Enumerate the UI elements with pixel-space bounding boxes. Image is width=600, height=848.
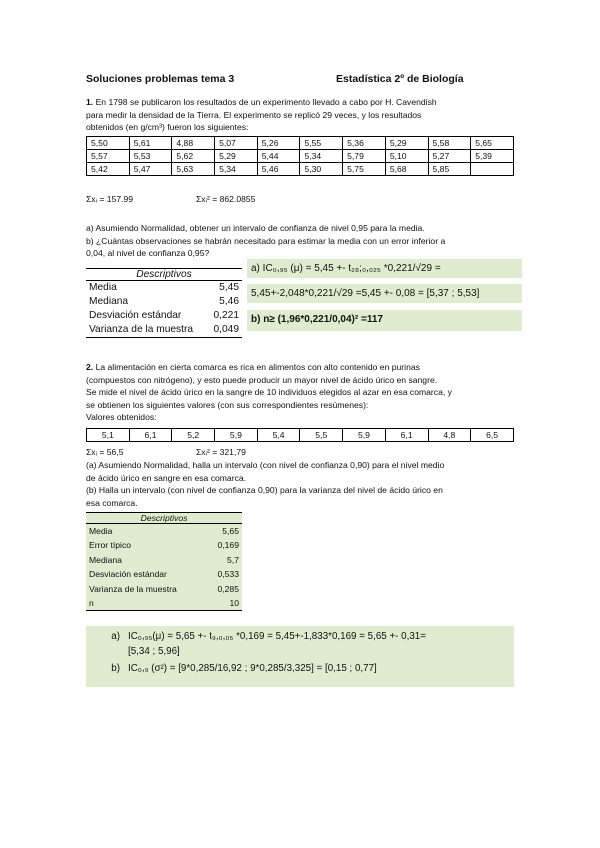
table-cell: 6,1 bbox=[385, 429, 428, 442]
descriptive-label: Error típico bbox=[89, 540, 132, 551]
problem-1-question-b-line-2: 0,04, al nivel de confianza 0,95? bbox=[86, 248, 210, 259]
problem-2-line-4: se obtienen los siguientes valores (con sus correspondientes resúmenes): bbox=[86, 399, 369, 410]
table-cell: 5,1 bbox=[87, 429, 130, 442]
descriptive-label: n bbox=[89, 597, 94, 608]
problem-2-sum-x: Σxᵢ = 56,5 bbox=[86, 447, 124, 457]
descriptive-value: 5,65 bbox=[222, 526, 239, 536]
problem-1-statement bbox=[86, 96, 514, 134]
table-row bbox=[87, 137, 514, 150]
answer-a-result-text: 5,45+-2,048*0,221/√29 =5,45 +- 0,08 = [5,37 ; 5,53] bbox=[251, 288, 480, 299]
descriptive-row bbox=[86, 281, 242, 295]
table-cell: 5,26 bbox=[257, 137, 300, 150]
problem-1-sum-x2: Σxᵢ² = 862.0855 bbox=[196, 194, 256, 204]
descriptive-value: 5,7 bbox=[227, 554, 239, 565]
problem-2-data-table bbox=[86, 428, 514, 442]
table-row bbox=[87, 429, 514, 442]
problem-2-answer-b bbox=[86, 661, 514, 676]
answer-a-text: IC₀,₉₅(μ) = 5,65 +- t₉,₀,₀₅ *0,169 = 5,45+-1,833*0,169 = 5,65 +- 0,31= bbox=[128, 631, 426, 642]
table-cell: 5,34 bbox=[215, 163, 258, 176]
descriptive-label: Desviación estándar bbox=[89, 310, 182, 321]
descriptive-value: 0,049 bbox=[213, 324, 239, 335]
problem-1-sum-x: Σxᵢ = 157.99 bbox=[86, 194, 134, 204]
descriptive-value: 5,45 bbox=[219, 282, 239, 293]
table-cell: 5,5 bbox=[300, 429, 343, 442]
header-right: Estadística 2º de Biología bbox=[336, 73, 464, 85]
table-cell: 5,58 bbox=[428, 137, 471, 150]
table-cell: 5,47 bbox=[129, 163, 172, 176]
table-cell: 5,29 bbox=[385, 137, 428, 150]
answer-a-text: a) IC₀,₉₅ (μ) = 5,45 +- t₂₈;₀,₀₂₅ *0,221/√29 = bbox=[251, 263, 441, 274]
table-cell: 5,10 bbox=[385, 150, 428, 163]
table-cell: 5,68 bbox=[385, 163, 428, 176]
table-cell: 5,30 bbox=[300, 163, 343, 176]
answer-b-text: b) n≥ (1,96*0,221/0,04)² =117 bbox=[251, 314, 383, 325]
descriptive-value: 10 bbox=[229, 597, 239, 608]
descriptive-value: 0,533 bbox=[217, 569, 239, 580]
problem-2-values-label: Valores obtenidos: bbox=[86, 412, 157, 423]
descriptive-value: 0,221 bbox=[213, 310, 239, 321]
problem-2-answer-a bbox=[86, 629, 514, 644]
problem-1-answer-a-result bbox=[247, 284, 522, 303]
problem-2-line-1: La alimentación en cierta comarca es rica en alimentos con alto contenido en purinas bbox=[95, 362, 420, 372]
problem-2-question-b-line-2: esa comarca. bbox=[86, 497, 138, 508]
descriptive-label: Mediana bbox=[89, 554, 122, 565]
table-cell: 6,1 bbox=[129, 429, 172, 442]
table-cell: 5,34 bbox=[300, 150, 343, 163]
table-cell: 5,85 bbox=[428, 163, 471, 176]
table-cell: 5,2 bbox=[172, 429, 215, 442]
descriptive-row bbox=[86, 538, 242, 552]
descriptive-value: 0,285 bbox=[217, 583, 239, 594]
problem-2-questions bbox=[86, 459, 516, 509]
table-cell: 5,27 bbox=[428, 150, 471, 163]
problem-1-number: 1. bbox=[86, 97, 94, 107]
problem-1-descriptives bbox=[86, 268, 242, 338]
problem-2-question-b-line-1: (b) Halla un intervalo (con nivel de confianza 0,90) para la varianza del nivel de ácido úrico en bbox=[86, 485, 443, 496]
answer-a-result: [5,34 ; 5,96] bbox=[128, 646, 180, 657]
answer-a-prefix: a) bbox=[111, 631, 120, 642]
problem-2-answers bbox=[86, 626, 514, 687]
problem-1-answer-a bbox=[247, 259, 522, 278]
descriptive-row bbox=[86, 553, 242, 567]
problem-1-line-2: para medir la densidad de la Tierra. El experimento se replicó 29 veces, y los resultados bbox=[86, 109, 422, 120]
problem-2-statement bbox=[86, 361, 514, 424]
problem-1-line-1: En 1798 se publicaron los resultados de un experimento llevado a cabo por H. Cavendish bbox=[95, 97, 437, 107]
table-cell: 5,50 bbox=[87, 137, 130, 150]
table-cell: 5,44 bbox=[257, 150, 300, 163]
table-cell: 5,53 bbox=[129, 150, 172, 163]
table-cell: 5,42 bbox=[87, 163, 130, 176]
descriptive-value: 0,169 bbox=[217, 540, 239, 551]
table-cell: 4,8 bbox=[428, 429, 471, 442]
problem-1-answer-b bbox=[247, 310, 522, 331]
table-cell: 5,4 bbox=[257, 429, 300, 442]
descriptive-label: Media bbox=[89, 526, 113, 536]
descriptive-row bbox=[86, 567, 242, 581]
descriptive-value: 5,46 bbox=[219, 296, 239, 307]
answer-b-prefix: b) bbox=[111, 663, 120, 674]
descriptive-row bbox=[86, 295, 242, 309]
table-cell: 5,75 bbox=[343, 163, 386, 176]
descriptive-label: Mediana bbox=[89, 296, 129, 307]
header-left: Soluciones problemas tema 3 bbox=[86, 73, 235, 85]
problem-2-number: 2. bbox=[86, 362, 94, 372]
table-cell: 5,61 bbox=[129, 137, 172, 150]
problem-1-line-3: obtenidos (en g/cm³) fueron los siguientes: bbox=[86, 122, 249, 133]
problem-2-question-a-line-1: (a) Asumiendo Normalidad, halla un intervalo (con nivel de confianza 0,90) para el nivel medio bbox=[86, 460, 445, 470]
descriptive-row bbox=[86, 323, 242, 338]
descriptive-row bbox=[86, 309, 242, 323]
problem-2-descriptives bbox=[86, 512, 242, 611]
table-cell: 5,07 bbox=[215, 137, 258, 150]
table-cell: 5,9 bbox=[215, 429, 258, 442]
table-row bbox=[87, 163, 514, 176]
table-cell: 5,55 bbox=[300, 137, 343, 150]
table-cell: 5,9 bbox=[343, 429, 386, 442]
table-cell: 4,88 bbox=[172, 137, 215, 150]
table-cell bbox=[471, 163, 514, 176]
table-cell: 5,79 bbox=[343, 150, 386, 163]
descriptive-label: Varianza de la muestra bbox=[89, 324, 194, 335]
table-cell: 5,46 bbox=[257, 163, 300, 176]
table-cell: 6,5 bbox=[471, 429, 514, 442]
table-cell: 5,57 bbox=[87, 150, 130, 163]
descriptive-label: Media bbox=[89, 282, 117, 293]
problem-1-question-a: a) Asumiendo Normalidad, obtener un intervalo de confianza de nivel 0,95 para la media. bbox=[86, 223, 425, 233]
descriptive-row bbox=[86, 524, 242, 538]
table-cell: 5,65 bbox=[471, 137, 514, 150]
descriptive-label: Varianza de la muestra bbox=[89, 583, 177, 594]
table-cell: 5,39 bbox=[471, 150, 514, 163]
problem-2-line-3: Se mide el nivel de ácido úrico en la sangre de 10 individuos elegidos al azar en esa comarca, y bbox=[86, 387, 452, 398]
problem-1-data-table bbox=[86, 136, 514, 176]
descriptive-row bbox=[86, 582, 242, 596]
problem-1-question-b-line-1: b) ¿Cuántas observaciones se habrán necesitado para estimar la media con un error inferior a bbox=[86, 235, 446, 246]
table-row bbox=[87, 150, 514, 163]
problem-2-question-a-line-2: de ácido úrico en sangre en esa comarca. bbox=[86, 472, 247, 483]
problem-1-questions bbox=[86, 222, 516, 260]
descriptive-row bbox=[86, 596, 242, 611]
table-cell: 5,63 bbox=[172, 163, 215, 176]
table-cell: 5,62 bbox=[172, 150, 215, 163]
answer-b-text: IC₀,₉ (σ²) = [9*0,285/16,92 ; 9*0,285/3,325] = [0,15 ; 0,77] bbox=[128, 663, 377, 674]
descriptives-title: Descriptivos bbox=[86, 512, 242, 524]
descriptive-label: Desviación estándar bbox=[89, 569, 167, 580]
table-cell: 5,36 bbox=[343, 137, 386, 150]
descriptives-title: Descriptivos bbox=[86, 268, 242, 281]
problem-2-sum-x2: Σxᵢ² = 321,79 bbox=[196, 447, 246, 457]
problem-2-line-2: (compuestos con nitrógeno), y esto puede producir un mayor nivel de ácido úrico en sangre. bbox=[86, 374, 438, 385]
table-cell: 5,29 bbox=[215, 150, 258, 163]
